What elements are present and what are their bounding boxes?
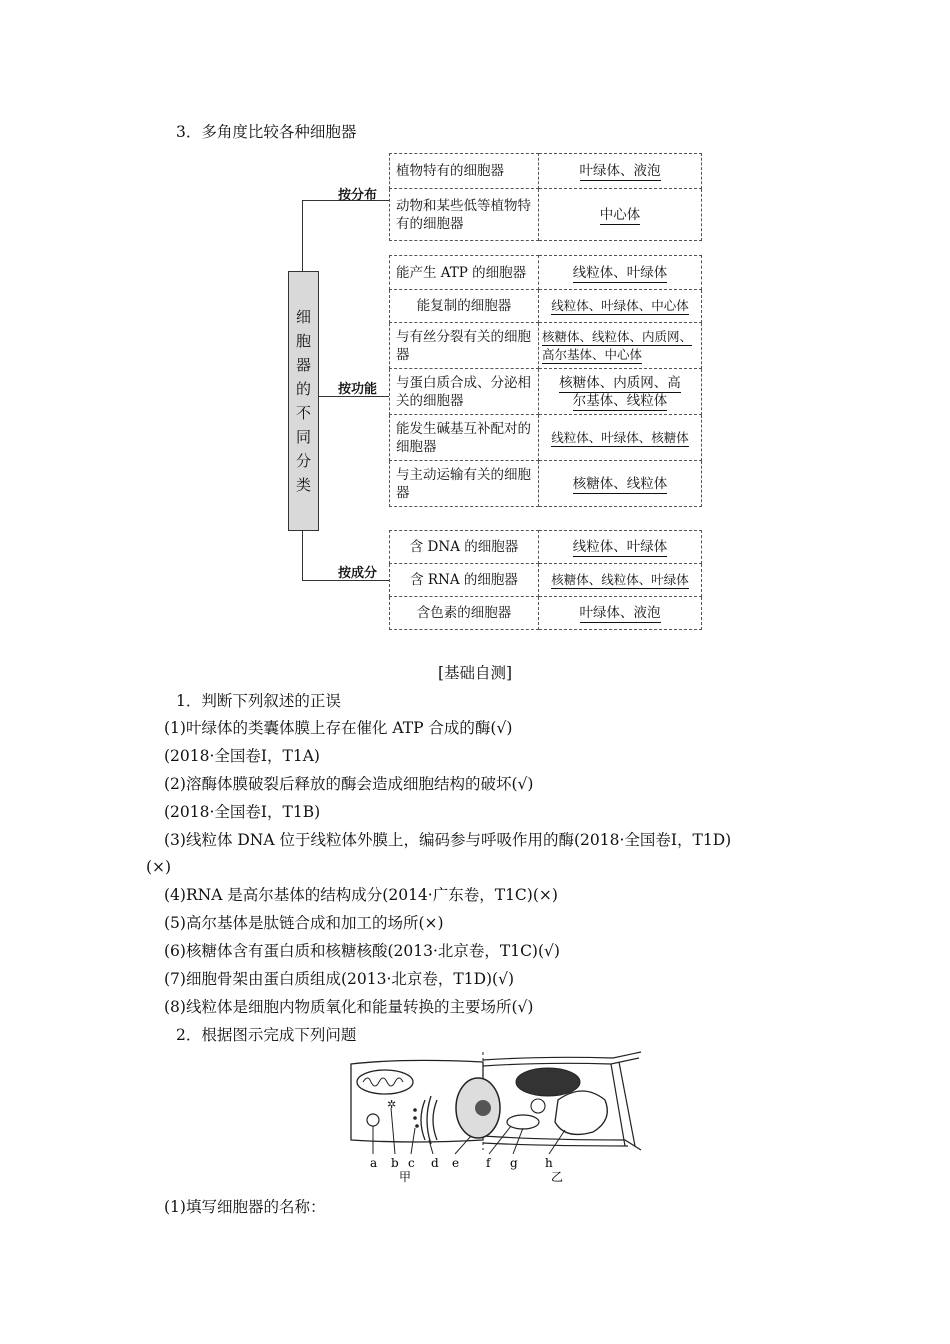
row-left: 含 DNA 的细胞器 xyxy=(390,531,539,564)
row-right: 叶绿体、液泡 xyxy=(539,597,702,630)
figure-letter-f: f xyxy=(486,1156,491,1170)
section-title: [基础自测] xyxy=(437,664,513,682)
row-right: 线粒体、叶绿体 xyxy=(539,256,702,290)
q1-item: (3)线粒体 DNA 位于线粒体外膜上，编码参与呼吸作用的酶(2018·全国卷Ⅰ，T1D) xyxy=(164,831,732,849)
question-2-title: 2．根据图示完成下列问题 xyxy=(176,1026,357,1044)
row-right: 核糖体、内质网、高尔基体、线粒体 xyxy=(539,369,702,415)
row-left: 与有丝分裂有关的细胞器 xyxy=(390,323,539,369)
vacuole xyxy=(555,1091,607,1134)
q1-item: (7)细胞骨架由蛋白质组成(2013·北京卷，T1D)(√) xyxy=(164,970,515,988)
row-left: 动物和某些低等植物特有的细胞器 xyxy=(390,189,539,241)
row-right: 核糖体、线粒体、内质网、高尔基体、中心体 xyxy=(539,323,702,369)
row-left: 能复制的细胞器 xyxy=(390,290,539,323)
row-right: 核糖体、线粒体、叶绿体 xyxy=(539,564,702,597)
branch-label-composition: 按成分 xyxy=(338,566,378,581)
mitochondrion-cristae xyxy=(363,1078,403,1086)
q2-subquestion-1: (1)填写细胞器的名称： xyxy=(164,1198,326,1216)
q1-source: (2018·全国卷Ⅰ，T1A) xyxy=(164,747,320,765)
row-left: 植物特有的细胞器 xyxy=(390,154,539,189)
lysosome xyxy=(367,1114,379,1126)
root-char: 器 xyxy=(295,356,311,374)
diagram-root-box xyxy=(288,271,319,531)
mitochondrion xyxy=(357,1070,413,1094)
row-right: 线粒体、叶绿体 xyxy=(539,531,702,564)
row-right: 核糖体、线粒体 xyxy=(539,461,702,507)
ribosome xyxy=(415,1124,419,1128)
nucleolus xyxy=(475,1100,491,1116)
plant-cell-wall xyxy=(619,1062,635,1146)
row-right: 线粒体、叶绿体、中心体 xyxy=(539,290,702,323)
distribution-table xyxy=(389,153,702,241)
q1-item: (5)高尔基体是肽链合成和加工的场所(×) xyxy=(164,914,444,932)
question-1-title: 1．判断下列叙述的正误 xyxy=(176,692,341,710)
section-heading: 3．多角度比较各种细胞器 xyxy=(176,123,357,141)
cell-diagram-figure xyxy=(343,1050,643,1185)
q1-item: (6)核糖体含有蛋白质和核糖核酸(2013·北京卷，T1C)(√) xyxy=(164,942,560,960)
q1-item: (8)线粒体是细胞内物质氧化和能量转换的主要场所(√) xyxy=(164,998,534,1016)
composition-table xyxy=(389,530,702,630)
q1-item-continuation: (×) xyxy=(146,858,172,876)
row-left: 含 RNA 的细胞器 xyxy=(390,564,539,597)
figure-letter-g: g xyxy=(510,1156,518,1170)
leader-line xyxy=(455,1136,471,1154)
row-left: 与主动运输有关的细胞器 xyxy=(390,461,539,507)
q1-source: (2018·全国卷Ⅰ，T1B) xyxy=(164,803,321,821)
root-char: 的 xyxy=(295,380,311,398)
centrosome-glyph: ✲ xyxy=(387,1098,397,1111)
leader-line xyxy=(391,1108,395,1154)
mitochondrion xyxy=(507,1115,539,1129)
leader-line xyxy=(513,1128,523,1154)
connector-top-vertical xyxy=(302,200,303,271)
figure-letter-h: h xyxy=(545,1156,553,1170)
connector-bottom-vertical xyxy=(302,531,303,580)
plant-cell-wall xyxy=(483,1136,641,1150)
q1-item: (4)RNA 是高尔基体的结构成分(2014·广东卷，T1C)(×) xyxy=(164,886,558,904)
branch-label-distribution: 按分布 xyxy=(338,188,378,203)
q1-item: (1)叶绿体的类囊体膜上存在催化 ATP 合成的酶(√) xyxy=(164,719,513,737)
root-char: 胞 xyxy=(295,332,311,350)
row-left: 能发生碱基互补配对的细胞器 xyxy=(390,415,539,461)
row-left: 含色素的细胞器 xyxy=(390,597,539,630)
chloroplast xyxy=(516,1068,580,1096)
ribosome xyxy=(413,1108,417,1112)
vesicle xyxy=(531,1099,545,1113)
leader-line xyxy=(549,1130,565,1154)
root-char: 同 xyxy=(295,428,311,446)
golgi-apparatus xyxy=(421,1096,437,1144)
figure-letter-d: d xyxy=(431,1156,439,1170)
root-char: 分 xyxy=(295,452,311,470)
figure-letter-b: b xyxy=(391,1156,399,1170)
root-char: 不 xyxy=(295,404,311,422)
figure-label-right: 乙 xyxy=(551,1170,564,1184)
row-right: 中心体 xyxy=(539,189,702,241)
figure-letter-e: e xyxy=(452,1156,460,1170)
root-char: 类 xyxy=(295,476,311,494)
figure-letter-a: a xyxy=(370,1156,378,1170)
function-table xyxy=(389,255,702,507)
figure-letter-c: c xyxy=(408,1156,415,1170)
row-right: 叶绿体、液泡 xyxy=(539,154,702,189)
row-left: 能产生 ATP 的细胞器 xyxy=(390,256,539,290)
plant-cell-wall xyxy=(483,1052,641,1060)
plant-cell-wall xyxy=(611,1064,625,1146)
row-right: 线粒体、叶绿体、核糖体 xyxy=(539,415,702,461)
ribosome xyxy=(413,1116,417,1120)
root-char: 细 xyxy=(295,308,311,326)
branch-label-function: 按功能 xyxy=(338,382,378,397)
leader-line xyxy=(411,1128,415,1154)
figure-label-left: 甲 xyxy=(399,1170,412,1184)
q1-item: (2)溶酶体膜破裂后释放的酶会造成细胞结构的破坏(√) xyxy=(164,775,534,793)
row-left: 与蛋白质合成、分泌相关的细胞器 xyxy=(390,369,539,415)
